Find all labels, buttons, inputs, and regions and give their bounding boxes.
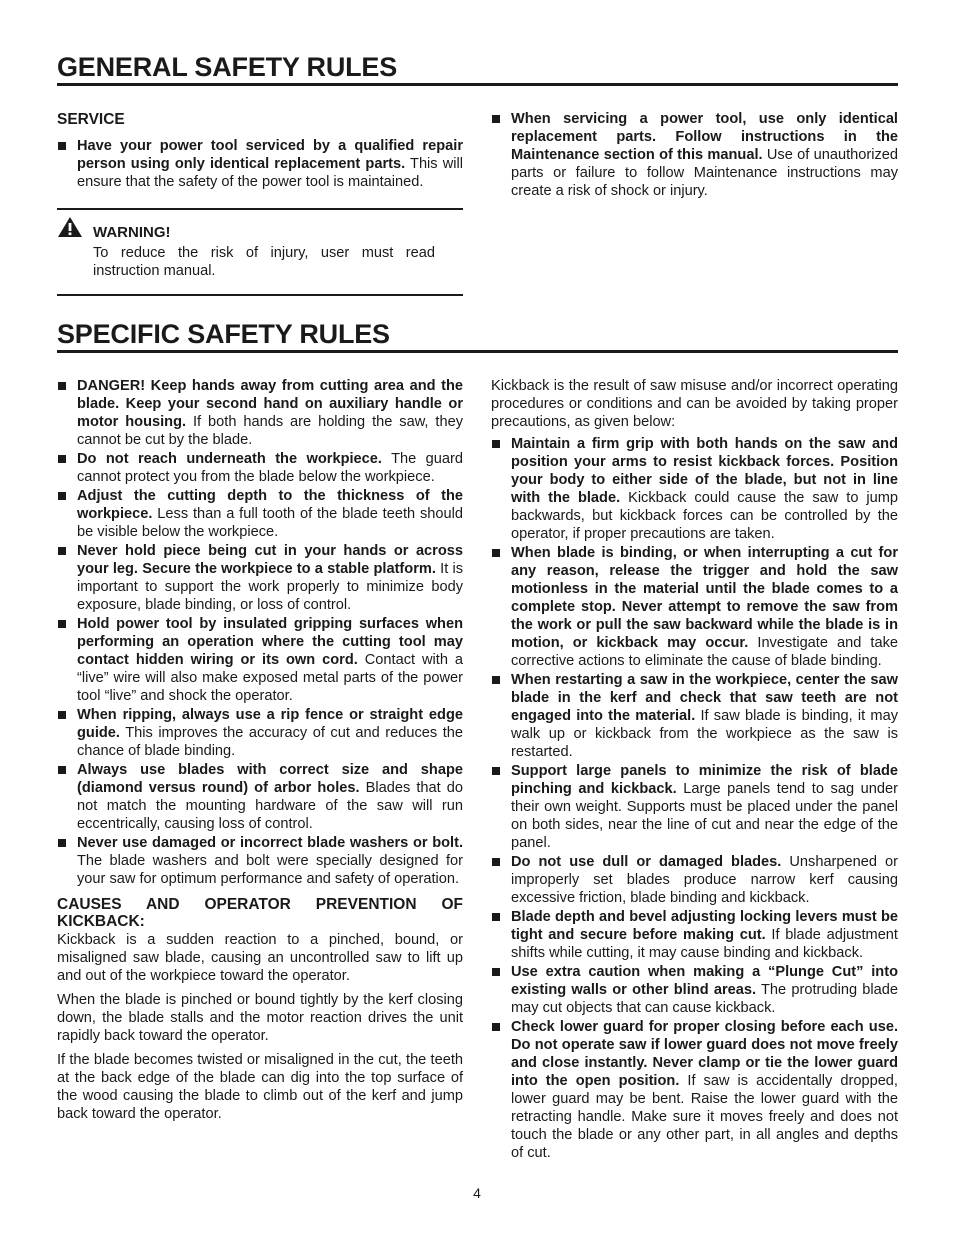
service-section-right [491, 110, 898, 201]
specific-rules-list [57, 377, 463, 888]
bullet-square-icon [58, 620, 66, 628]
list-item: When blade is binding, or when interrupting a cut for any reason, release the trigger and hold the saw motionless in the material until the blade comes to a complete stop. Never attempt to remove the saw from the work or pull the saw backward while the blade is in motion, or kickback may occur. Investigate and take corrective actions to eliminate the cause of blade binding. [491, 544, 898, 670]
list-item: Use extra caution when making a “Plunge Cut” into existing walls or other blind areas. The protruding blade may cut objects that can cause kickback. [491, 963, 898, 1017]
service-list-left [57, 137, 463, 191]
specific-right-column [491, 377, 898, 1163]
list-item: Hold power tool by insulated gripping surfaces when performing an operation where the cutting tool may contact hidden wiring or its own cord. Contact with a “live” wire will also make exposed metal parts of the power tool “live” and shock the operator. [57, 615, 463, 705]
service-title: SERVICE [57, 111, 125, 128]
bullet-square-icon [492, 1023, 500, 1031]
page-number: 4 [473, 1185, 481, 1201]
list-item: Never use damaged or incorrect blade washers or bolt. The blade washers and bolt were specially designed for your saw for optimum performance and safety of operation. [57, 834, 463, 888]
bullet-square-icon [58, 547, 66, 555]
list-item: DANGER! Keep hands away from cutting area and the blade. Keep your second hand on auxiliary handle or motor housing. If both hands are holding the saw, they cannot be cut by the blade. [57, 377, 463, 449]
kickback-intro: Kickback is the result of saw misuse and/or incorrect operating procedures or conditions and can be avoided by taking proper precautions, as given below: [491, 378, 898, 430]
service-list-right [491, 110, 898, 200]
bullet-square-icon [58, 711, 66, 719]
kickback-paragraph: Kickback is a sudden reaction to a pinched, bound, or misaligned saw blade, causing an uncontrolled saw to lift up and out of the workpiece toward the operator. [57, 932, 463, 984]
bullet-square-icon [492, 440, 500, 448]
bullet-square-icon [492, 676, 500, 684]
bullet-square-icon [58, 142, 66, 150]
bullet-square-icon [492, 115, 500, 123]
kickback-prevention-list [491, 435, 898, 1162]
list-item: When ripping, always use a rip fence or straight edge guide. This improves the accuracy of cut and reduces the chance of blade binding. [57, 706, 463, 760]
warning-triangle-icon [57, 216, 83, 238]
list-item: Check lower guard for proper closing before each use. Do not operate saw if lower guard does not move freely and close instantly. Never clamp or tie the lower guard into the open position. If saw is accidentally dropped, lower guard may be bent. Raise the lower guard with the retracting handle. Make sure it moves freely and does not touch the blade or any other part, in all angles and depths of cut. [491, 1018, 898, 1162]
list-item: Do not reach underneath the workpiece. The guard cannot protect you from the blade below the workpiece. [57, 450, 463, 486]
list-item: Do not use dull or damaged blades. Unsharpened or improperly set blades produce narrow kerf causing excessive friction, blade binding and kickback. [491, 853, 898, 907]
bullet-square-icon [58, 766, 66, 774]
warning-text: To reduce the risk of injury, user must read instruction manual. [93, 245, 435, 279]
service-section [57, 111, 463, 192]
bullet-square-icon [58, 455, 66, 463]
specific-left-column [57, 377, 463, 1123]
warning-box [57, 208, 463, 296]
kickback-paragraph: When the blade is pinched or bound tightly by the kerf closing down, the blade stalls and the motor reaction drives the unit rapidly back toward the operator. [57, 992, 463, 1044]
general-safety-rules-heading: GENERAL SAFETY RULES [57, 52, 898, 86]
list-item: Have your power tool serviced by a qualified repair person using only identical replacement parts. This will ensure that the safety of the power tool is maintained. [57, 137, 463, 191]
bullet-square-icon [492, 767, 500, 775]
bullet-square-icon [58, 382, 66, 390]
bullet-square-icon [492, 913, 500, 921]
list-item: When restarting a saw in the workpiece, center the saw blade in the kerf and check that saw teeth are not engaged into the material. If saw blade is binding, it may walk up or kickback from the workpiece as the saw is restarted. [491, 671, 898, 761]
list-item: Blade depth and bevel adjusting locking levers must be tight and secure before making cut. If blade adjustment shifts while cutting, it may cause binding and kickback. [491, 908, 898, 962]
bullet-square-icon [492, 858, 500, 866]
kickback-paragraph: If the blade becomes twisted or misaligned in the cut, the teeth at the back edge of the blade can dig into the top surface of the wood causing the blade to climb out of the kerf and jump back toward the operator. [57, 1052, 463, 1122]
list-item: Always use blades with correct size and shape (diamond versus round) of arbor holes. Blades that do not match the mounting hardware of the saw will run eccentrically, causing loss of control. [57, 761, 463, 833]
kickback-title: CAUSES AND OPERATOR PREVENTION OF KICKBACK: [57, 896, 463, 930]
warning-title: WARNING! [93, 224, 171, 241]
bullet-square-icon [58, 839, 66, 847]
bullet-square-icon [58, 492, 66, 500]
specific-safety-rules-heading: SPECIFIC SAFETY RULES [57, 319, 898, 353]
bullet-square-icon [492, 549, 500, 557]
list-item: When servicing a power tool, use only identical replacement parts. Follow instructions in the Maintenance section of this manual. Use of unauthorized parts or failure to follow Maintenance instructions may create a risk of shock or injury. [491, 110, 898, 200]
list-item: Maintain a firm grip with both hands on the saw and position your arms to resist kickback forces. Position your body to either side of the blade, but not in line with the blade. Kickback could cause the saw to jump backwards, but kickback forces can be controlled by the operator, if proper precautions are taken. [491, 435, 898, 543]
list-item: Adjust the cutting depth to the thickness of the workpiece. Less than a full tooth of the blade teeth should be visible below the workpiece. [57, 487, 463, 541]
list-item: Never hold piece being cut in your hands or across your leg. Secure the workpiece to a stable platform. It is important to support the work properly to minimize body exposure, blade binding, or loss of control. [57, 542, 463, 614]
list-item: Support large panels to minimize the risk of blade pinching and kickback. Large panels tend to sag under their own weight. Supports must be placed under the panel on both sides, near the line of cut and near the edge of the panel. [491, 762, 898, 852]
bullet-square-icon [492, 968, 500, 976]
